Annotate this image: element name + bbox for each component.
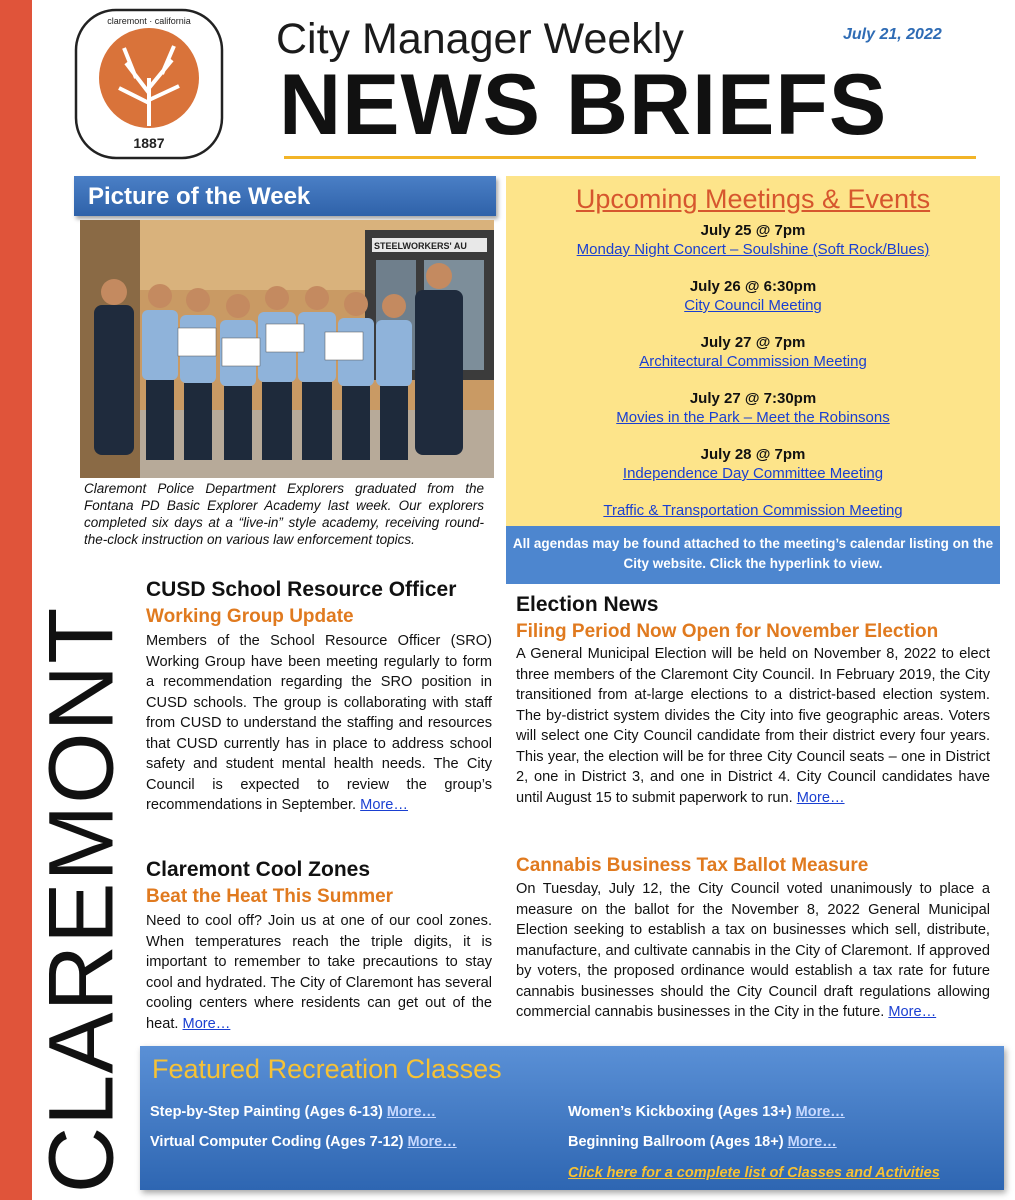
sro-more-link[interactable]: More… <box>360 797 409 813</box>
event-link[interactable]: Movies in the Park – Meet the Robinsons <box>616 409 890 426</box>
event-date: July 28 @ 7pm <box>700 446 806 463</box>
cool-zones-title: Claremont Cool Zones <box>146 858 371 881</box>
recreation-class-more-link[interactable]: More… <box>386 1104 437 1120</box>
cool-zones-more-link[interactable]: More… <box>182 1015 231 1032</box>
issue-date: July 21, 2022 <box>843 26 942 43</box>
vertical-city-name <box>30 600 133 1200</box>
explorers-group-photo <box>80 220 494 478</box>
photo-sign-text: STEELWORKERS' AU <box>374 241 467 251</box>
recreation-class <box>150 1134 457 1150</box>
vertical-city-name-text: CLAREMONT <box>30 606 133 1194</box>
sro-title: CUSD School Resource Officer <box>146 578 457 601</box>
election-subtitle: Filing Period Now Open for November Election <box>516 621 939 642</box>
recreation-class <box>150 1104 436 1120</box>
newsletter-title: NEWS BRIEFS <box>279 57 888 153</box>
event-date: July 27 @ 7:30pm <box>689 390 817 407</box>
left-accent-bar <box>0 0 32 1200</box>
cannabis-body <box>516 879 990 1023</box>
election-title: Election News <box>516 593 659 616</box>
event-link-traffic[interactable]: Traffic & Transportation Commission Meeting <box>603 502 903 519</box>
recreation-class-label: Step-by-Step Painting (Ages 6-13) <box>150 1104 383 1120</box>
event-date: July 25 @ 7pm <box>700 222 806 239</box>
recreation-class <box>568 1134 837 1150</box>
election-more-link[interactable]: More… <box>796 789 845 806</box>
event-date: July 26 @ 6:30pm <box>689 278 817 295</box>
recreation-class-label: Beginning Ballroom (Ages 18+) <box>568 1134 784 1150</box>
event-link[interactable]: City Council Meeting <box>684 297 822 314</box>
sro-body <box>146 631 492 816</box>
recreation-class-more-link[interactable]: More… <box>795 1104 845 1120</box>
all-classes-link[interactable]: Click here for a complete list of Classes and Activities <box>568 1165 940 1181</box>
cool-zones-body <box>146 911 492 1034</box>
cannabis-more-link[interactable]: More… <box>888 1004 937 1020</box>
logo-year: 1887 <box>133 135 165 151</box>
agendas-note: All agendas may be found attached to the meeting’s calendar listing on the City website. Click the hyperlink to view. <box>512 536 994 571</box>
cool-zones-body-text: Need to cool off? Join us at one of our cool zones. When temperatures reach the triple digits, it is important to remember to take precautions to stay cool and hydrated. The City of Claremont has several cooling centers where residents can get out of the heat. <box>146 913 492 1032</box>
recreation-title: Featured Recreation Classes <box>152 1054 502 1084</box>
recreation-class-more-link[interactable]: More… <box>407 1134 457 1150</box>
picture-of-week-heading: Picture of the Week <box>88 183 311 210</box>
header-divider <box>284 156 976 159</box>
cool-zones-subtitle: Beat the Heat This Summer <box>146 886 394 907</box>
election-body-text: A General Municipal Election will be held on November 8, 2022 to elect three members of the Claremont City Council. In February 2019, the City transitioned from at-large elections to a district-based election system. The by-district system divides the City into five geographic areas. Voters will select one City Council candidate from their district every four years. This year, the election will be for three City Council seats – one in District 2, one in District 3, and one in District 4. City Council candidates have until August 15 to submit paperwork to run. <box>516 646 990 806</box>
recreation-class-label: Virtual Computer Coding (Ages 7-12) <box>150 1134 404 1150</box>
election-body <box>516 644 990 808</box>
sro-body-text: Members of the School Resource Officer (SRO) Working Group have been meeting regularly to form a recommendation regarding the SRO position in CUSD schools. The group is collaborating with staff from CUSD to understand the staffing and resources that CUSD currently has in place to address school safety and student mental health needs. The City Council is expected to review the group’s recommendations in September. <box>146 633 492 813</box>
event-link[interactable]: Independence Day Committee Meeting <box>622 465 884 482</box>
event-link[interactable]: Monday Night Concert – Soulshine (Soft Rock/Blues) <box>576 241 930 258</box>
recreation-class-more-link[interactable]: More… <box>787 1134 837 1150</box>
event-date: July 27 @ 7pm <box>700 334 806 351</box>
city-seal-logo <box>74 8 224 160</box>
photo-caption: Claremont Police Department Explorers graduated from the Fontana PD Basic Explorer Academy last week. Our explorers completed six days at a “live-in” style academy, receiving round-the-clock instruction on various law enforcement topics. <box>84 481 484 547</box>
sro-subtitle: Working Group Update <box>146 606 354 627</box>
events-heading-link[interactable]: Upcoming Meetings & Events <box>575 184 931 214</box>
logo-ring-text: claremont · california <box>107 16 191 26</box>
cannabis-body-text: On Tuesday, July 12, the City Council voted unanimously to place a measure on the ballot for the November 8, 2022 General Municipal Election seeking to establish a tax on businesses which sell, distribute, manufacture, and cultivate cannabis in the City of Claremont. If approved by voters, the proposed ordinance would establish a tax rate for future cannabis businesses should the City Council draft regulations allowing commercial cannabis businesses in the City in the future. <box>516 881 990 1020</box>
recreation-class-label: Women’s Kickboxing (Ages 13+) <box>568 1104 792 1120</box>
agendas-note-box <box>506 526 1000 584</box>
newsletter-subtitle: City Manager Weekly <box>276 15 684 63</box>
picture-of-week-banner <box>74 176 496 216</box>
event-link[interactable]: Architectural Commission Meeting <box>639 353 867 370</box>
recreation-class <box>568 1104 845 1120</box>
cannabis-subtitle: Cannabis Business Tax Ballot Measure <box>516 855 869 876</box>
